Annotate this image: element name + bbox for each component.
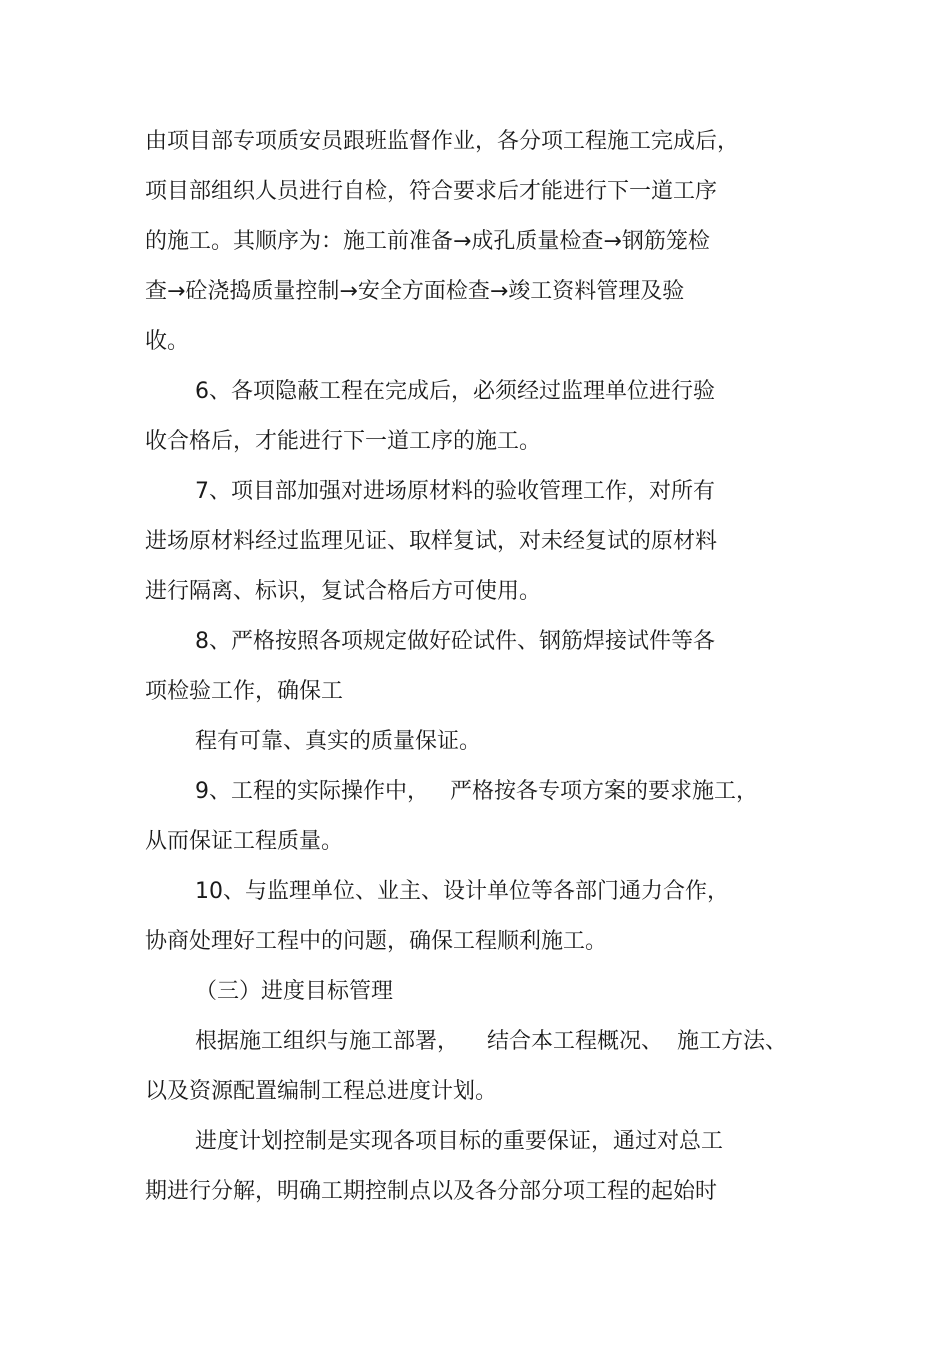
text-line: 7、项目部加强对进场原材料的验收管理工作，对所有 xyxy=(195,479,715,504)
section-heading: （三）进度目标管理 xyxy=(195,979,394,1004)
text-line: 进场原材料经过监理见证、取样复试，对未经复试的原材料 xyxy=(145,529,718,554)
text-line: 以及资源配置编制工程总进度计划。 xyxy=(145,1079,498,1104)
text-line: 从而保证工程质量。 xyxy=(145,829,344,854)
text-line: 进度计划控制是实现各项目标的重要保证，通过对总工 xyxy=(195,1129,724,1154)
text-line: 协商处理好工程中的问题，确保工程顺利施工。 xyxy=(145,929,608,954)
text-line: 10、与监理单位、业主、设计单位等各部门通力合作， xyxy=(195,879,729,904)
text-line: 查→砼浇捣质量控制→安全方面检查→竣工资料管理及验 xyxy=(145,279,685,304)
text-line: 根据施工组织与施工部署， 结合本工程概况、 施工方法、 xyxy=(195,1029,787,1054)
text-line: 收。 xyxy=(145,329,190,354)
text-line: 的施工。其顺序为：施工前准备→成孔质量检查→钢筋笼检 xyxy=(145,229,710,254)
text-line: 9、工程的实际操作中， 严格按各专项方案的要求施工， xyxy=(195,779,758,804)
text-line: 8、严格按照各项规定做好砼试件、钢筋焊接试件等各 xyxy=(195,629,715,654)
text-line: 期进行分解，明确工期控制点以及各分部分项工程的起始时 xyxy=(145,1179,718,1204)
text-line: 项检验工作，确保工 xyxy=(145,679,344,704)
text-line: 由项目部专项质安员跟班监督作业，各分项工程施工完成后， xyxy=(145,129,740,154)
text-line: 进行隔离、标识，复试合格后方可使用。 xyxy=(145,579,542,604)
text-line: 收合格后，才能进行下一道工序的施工。 xyxy=(145,429,542,454)
text-line: 项目部组织人员进行自检，符合要求后才能进行下一道工序 xyxy=(145,179,718,204)
text-line: 程有可靠、真实的质量保证。 xyxy=(195,729,482,754)
text-line: 6、各项隐蔽工程在完成后，必须经过监理单位进行验 xyxy=(195,379,715,404)
